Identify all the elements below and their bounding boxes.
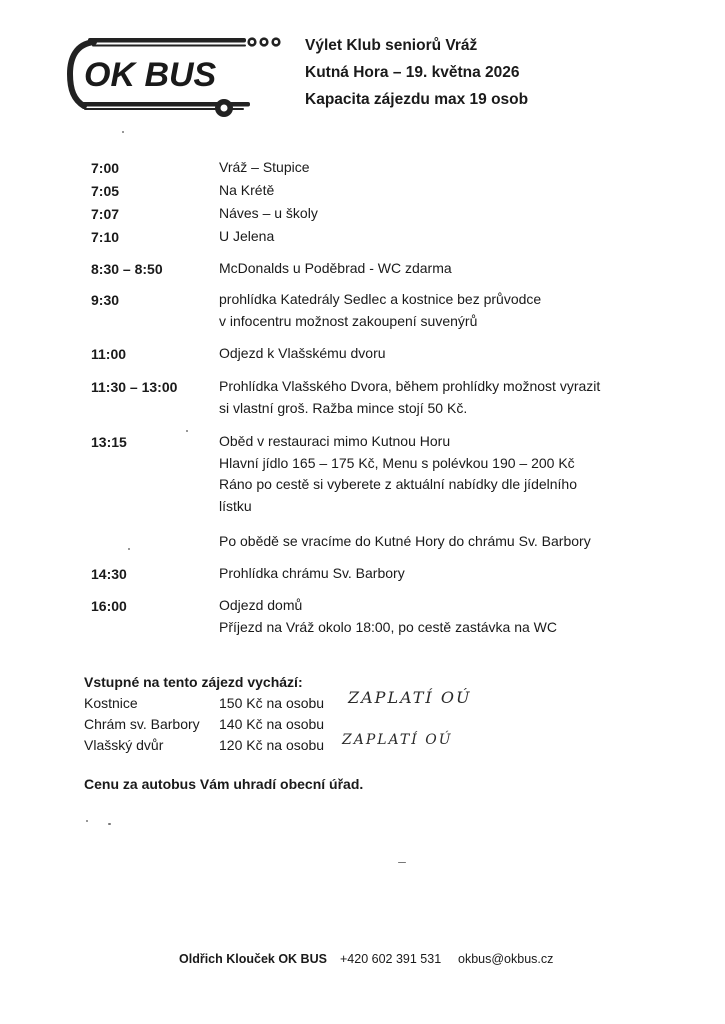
fee-name: Vlašský dvůr	[84, 737, 164, 753]
schedule-desc: prohlídka Katedrály Sedlec a kostnice bez průvodce v infocentru možnost zakoupení suvenýrů	[219, 291, 542, 329]
schedule-desc: Prohlídka Vlašského Dvora, během prohlídky možnost vyrazit si vlastní groš. Ražba mince stojí 50 Kč.	[219, 378, 601, 416]
trip-title: Výlet Klub seniorů Vráž	[305, 37, 478, 54]
schedule-desc: Po obědě se vracíme do Kutné Hory do chrámu Sv. Barbory	[219, 533, 591, 549]
schedule-time: 7:05	[91, 183, 120, 199]
schedule-desc: U Jelena	[219, 228, 275, 244]
scan-speck	[186, 430, 188, 432]
schedule-desc: Odjezd k Vlašskému dvoru	[219, 345, 386, 361]
scan-speck	[128, 548, 130, 550]
schedule-time: 11:30 – 13:00	[91, 379, 178, 395]
schedule-desc: Vráž – Stupice	[219, 159, 310, 175]
schedule-time: 7:10	[91, 229, 120, 245]
fee-price: 140 Kč na osobu	[219, 716, 325, 732]
fee-name: Chrám sv. Barbory	[84, 716, 200, 732]
schedule-time: 7:07	[91, 206, 120, 222]
schedule-time: 14:30	[91, 566, 127, 582]
schedule-time: 13:15	[91, 434, 127, 450]
fee-price: 150 Kč na osobu	[219, 695, 325, 711]
fee-price: 120 Kč na osobu	[219, 737, 325, 753]
scan-speck	[108, 823, 111, 825]
scan-speck	[86, 820, 88, 822]
fees-title: Vstupné na tento zájezd vychází:	[84, 674, 303, 690]
schedule-time: 8:30 – 8:50	[91, 261, 163, 277]
scan-speck	[122, 131, 124, 133]
trip-destination-date: Kutná Hora – 19. května 2026	[305, 64, 520, 81]
schedule-desc: Odjezd domů Příjezd na Vráž okolo 18:00, po cestě zastávka na WC	[219, 597, 557, 635]
closing-note: Cenu za autobus Vám uhradí obecní úřad.	[84, 776, 364, 792]
handwritten-note: ZAPLATÍ OÚ	[348, 688, 472, 707]
handwritten-note: ZAPLATÍ OÚ	[342, 732, 453, 748]
schedule-desc: Prohlídka chrámu Sv. Barbory	[219, 565, 405, 581]
schedule-desc: Na Krétě	[219, 182, 275, 198]
schedule-time: 7:00	[91, 160, 120, 176]
logo-text: OK BUS	[84, 56, 217, 94]
schedule-desc: Oběd v restauraci mimo Kutnou Horu Hlavní jídlo 165 – 175 Kč, Menu s polévkou 190 – 200 Kč Ráno po cestě si vyberete z aktuální nabídky dle jídelního lístku	[219, 433, 577, 514]
footer-email: okbus@okbus.cz	[458, 952, 554, 966]
scan-speck	[398, 862, 406, 863]
schedule-time: 9:30	[91, 292, 120, 308]
schedule-desc: Náves – u školy	[219, 205, 318, 221]
schedule-desc: McDonalds u Poděbrad - WC zdarma	[219, 260, 452, 276]
schedule-time: 11:00	[91, 346, 127, 362]
schedule-time: 16:00	[91, 598, 127, 614]
footer-phone: +420 602 391 531	[340, 952, 442, 966]
trip-capacity: Kapacita zájezdu max 19 osob	[305, 91, 529, 108]
footer-name: Oldřich Klouček OK BUS	[179, 952, 327, 966]
fee-name: Kostnice	[84, 695, 138, 711]
